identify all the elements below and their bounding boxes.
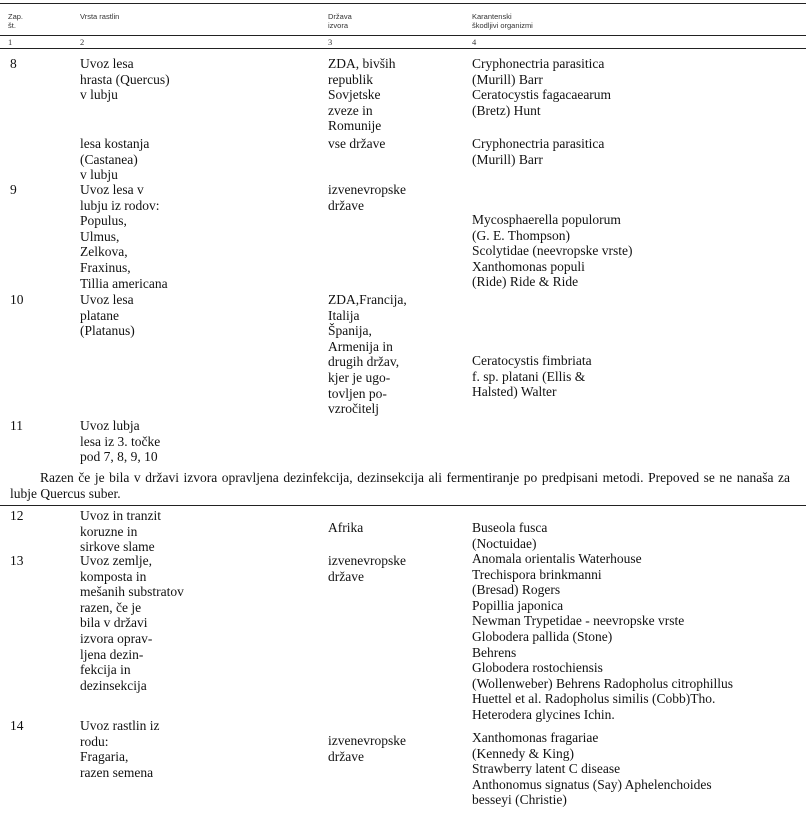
column-number-2: 2 [80,37,85,47]
row-10-number: 10 [10,292,24,307]
row-13-organisms: Anomala orientalis Waterhouse Trechispora brinkmanni (Bresad) Rogers Popillia japonica Newman Trypetidae - neevropske vrste Globodera pallida (Stone) Behrens Globodera rostochiensis (Wollenweber) Behrens Radopholus citrophillus Huettel et al. Radopholus similis (Cobb)Tho. Heterodera glycines Ichin. [472,551,733,722]
table-top-rule [0,3,806,4]
column-number-3: 3 [328,37,333,47]
row-13-plant: Uvoz zemlje, komposta in mešanih substratov razen, če je bila v državi izvora oprav- ljena dezin- fekcija in dezinsekcija [80,553,184,693]
row-9-organisms: Mycosphaerella populorum (G. E. Thompson) Scolytidae (neevropske vrste) Xanthomonas populi (Ride) Ride & Ride [472,212,633,290]
row-8b-country: vse države [328,136,386,151]
row-8-organisms: Cryphonectria parasitica (Murill) Barr Ceratocystis fagacaearum (Bretz) Hunt [472,56,612,118]
row-14-country: izvenevropske države [328,733,406,764]
row-14-organisms: Xanthomonas fragariae (Kennedy & King) Strawberry latent C disease Anthonomus signatus (Say) Aphelenchoides besseyi (Christie) [472,730,712,808]
header-col-organisms: Karantenski škodljivi organizmi [472,12,533,30]
row-14-plant: Uvoz rastlin iz rodu: Fragaria, razen semena [80,718,160,780]
row-8b-plant: lesa kostanja (Castanea) v lubju [80,136,150,183]
row-8-plant: Uvoz lesa hrasta (Quercus) v lubju [80,56,170,103]
note-paragraph: Razen če je bila v državi izvora opravljena dezinfekcija, dezinsekcija ali fermentiranje po predpisani metodi. Prepoved se ne nanaša za lubje Quercus suber. [10,470,790,501]
row-9-number: 9 [10,182,17,197]
row-12-country: Afrika [328,520,364,535]
row-14-number: 14 [10,718,24,733]
row-10-plant: Uvoz lesa platane (Platanus) [80,292,135,339]
row-9-plant: Uvoz lesa v lubju iz rodov: Populus, Ulmus, Zelkova, Fraxinus, Tillia americana [80,182,168,291]
row-12-organisms: Buseola fusca (Noctuidae) [472,520,548,551]
row-8b-organisms: Cryphonectria parasitica (Murill) Barr [472,136,605,167]
row-9-country: izvenevropske države [328,182,406,213]
header-col-country: Država izvora [328,12,352,30]
row-8-country: ZDA, bivših republik Sovjetske zveze in Romunije [328,56,396,134]
row-10-country: ZDA,Francija, Italija Španija, Armenija in drugih držav, kjer je ugo- tovljen po- vzročitelj [328,292,407,417]
table-header-rule [0,35,806,36]
row-11-number: 11 [10,418,23,433]
row-12-number: 12 [10,508,24,523]
header-col-number: Zap. št. [8,12,24,30]
row-10-organisms: Ceratocystis fimbriata f. sp. platani (Ellis & Halsted) Walter [472,353,592,400]
row-13-country: izvenevropske države [328,553,406,584]
row-11-plant: Uvoz lubja lesa iz 3. točke pod 7, 8, 9, 10 [80,418,161,465]
row-13-number: 13 [10,553,24,568]
column-number-1: 1 [8,37,13,47]
header-col-plant: Vrsta rastlin [80,12,120,21]
section-rule [0,505,806,506]
row-8-number: 8 [10,56,17,71]
column-number-4: 4 [472,37,477,47]
table-number-rule [0,48,806,49]
row-12-plant: Uvoz in tranzit koruzne in sirkove slame [80,508,161,555]
